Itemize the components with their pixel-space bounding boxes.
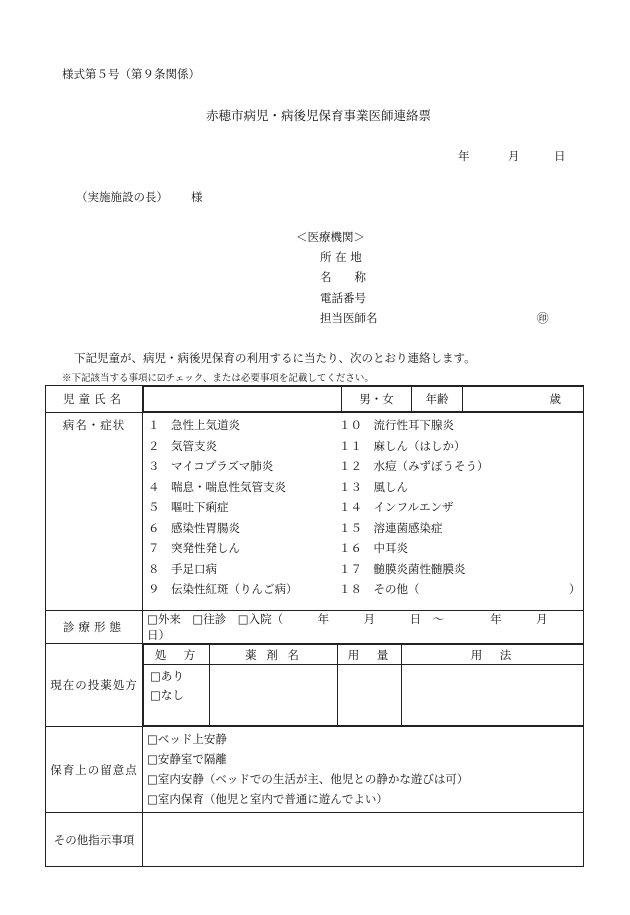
med-header-usage: 用 法 <box>402 645 584 665</box>
medical-doctor-label: 担当医師名 <box>320 311 378 325</box>
addressee-honorific: 様 <box>191 190 203 204</box>
illness-item[interactable]: ６ 感染性胃腸炎 <box>148 520 240 535</box>
medical-name-label: 名 称 <box>320 270 366 284</box>
child-name-field[interactable] <box>144 387 342 412</box>
illness-item[interactable]: １７ 髄膜炎菌性髄膜炎 <box>339 561 466 576</box>
age-label: 年齢 <box>412 387 463 412</box>
care-option-isolation[interactable]: □安静室で隔離 <box>147 752 227 766</box>
illness-item[interactable]: １２ 水痘（みずぼうそう） <box>339 459 489 473</box>
illness-item[interactable]: ５ 嘔吐下痢症 <box>148 500 229 514</box>
contact-form-table <box>45 385 584 867</box>
child-name-row <box>46 386 584 413</box>
illness-item[interactable]: １ 急性上気道炎 <box>148 418 240 432</box>
medical-heading: ＜医療機関＞ <box>296 230 365 244</box>
illness-item[interactable]: １８ その他（ ） <box>339 582 581 596</box>
med-header-prescription: 処 方 <box>144 645 210 665</box>
drug-name-field[interactable] <box>210 665 338 726</box>
care-option-indoor-care[interactable]: □室内保育（他児と室内で普通に遊んでよい） <box>147 792 388 806</box>
date-month: 月 <box>508 149 520 163</box>
med-header-dose: 用 量 <box>338 645 402 665</box>
other-label: その他指示事項 <box>46 813 143 867</box>
seal-mark: ㊞ <box>537 311 549 325</box>
visit-type-label: 診療形態 <box>46 611 143 644</box>
illness-row <box>46 413 584 611</box>
illness-item[interactable]: １１ 麻しん（はしか） <box>339 438 466 453</box>
illness-list <box>143 413 583 607</box>
child-name-label: 児童氏名 <box>46 386 143 413</box>
instruction-note: ※下記該当する事項に☑チェック、または必要事項を記載してください。 <box>62 373 374 384</box>
usage-field[interactable] <box>402 665 584 726</box>
date-day: 日 <box>554 149 566 163</box>
med-option-yes[interactable]: □あり <box>150 669 184 683</box>
med-header-drug: 薬 剤 名 <box>210 645 338 665</box>
age-field[interactable] <box>463 387 584 412</box>
illness-item[interactable]: １３ 風しん <box>339 479 408 494</box>
medication-row <box>46 644 584 727</box>
other-row <box>46 813 584 867</box>
form-number: 様式第５号（第９条関係） <box>62 67 200 81</box>
other-instructions-field[interactable] <box>143 813 584 867</box>
illness-item[interactable]: ４ 喘息・喘息性気管支炎 <box>148 479 286 494</box>
illness-item[interactable]: １４ インフルエンザ <box>339 500 454 514</box>
illness-label: 病名・症状 <box>46 413 143 611</box>
visit-type-row <box>46 611 584 644</box>
date-year: 年 <box>458 149 470 163</box>
illness-item[interactable]: １５ 溶連菌感染症 <box>339 520 443 535</box>
sex-field[interactable]: 男・女 <box>342 387 412 412</box>
illness-item[interactable]: ９ 伝染性紅斑（りんご病） <box>148 582 298 596</box>
medical-phone-label: 電話番号 <box>320 291 366 305</box>
medication-label: 現在の投薬処方 <box>46 644 143 727</box>
care-option-bed-rest[interactable]: □ベッド上安静 <box>147 732 227 746</box>
illness-item[interactable]: ８ 手足口病 <box>148 561 217 576</box>
addressee-label: （実施施設の長） <box>76 190 168 204</box>
illness-item[interactable]: ２ 気管支炎 <box>148 438 217 453</box>
age-unit: 歳 <box>549 392 561 406</box>
form-title: 赤穂市病児・病後児保育事業医師連絡票 <box>206 108 432 123</box>
med-option-no[interactable]: □なし <box>150 688 184 702</box>
illness-item[interactable]: １６ 中耳炎 <box>339 541 408 555</box>
intro-text: 下記児童が、病児・病後児保育の利用するに当たり、次のとおり連絡します。 <box>74 351 476 365</box>
care-option-indoor-rest[interactable]: □室内安静（ベッドでの生活が主、他児との静かな遊びは可） <box>147 772 469 786</box>
illness-item[interactable]: １０ 流行性耳下腺炎 <box>339 418 454 432</box>
illness-item[interactable]: ３ マイコプラズマ肺炎 <box>148 459 274 473</box>
dose-field[interactable] <box>338 665 402 726</box>
visit-type-options[interactable]: □外来 □往診 □入院（ 年 月 日 ～ 年 月 日） <box>143 611 584 644</box>
care-row <box>46 727 584 813</box>
illness-item[interactable]: ７ 突発性発しん <box>148 541 240 555</box>
care-label: 保育上の留意点 <box>46 727 143 813</box>
medical-address-label: 所 在 地 <box>320 250 362 264</box>
